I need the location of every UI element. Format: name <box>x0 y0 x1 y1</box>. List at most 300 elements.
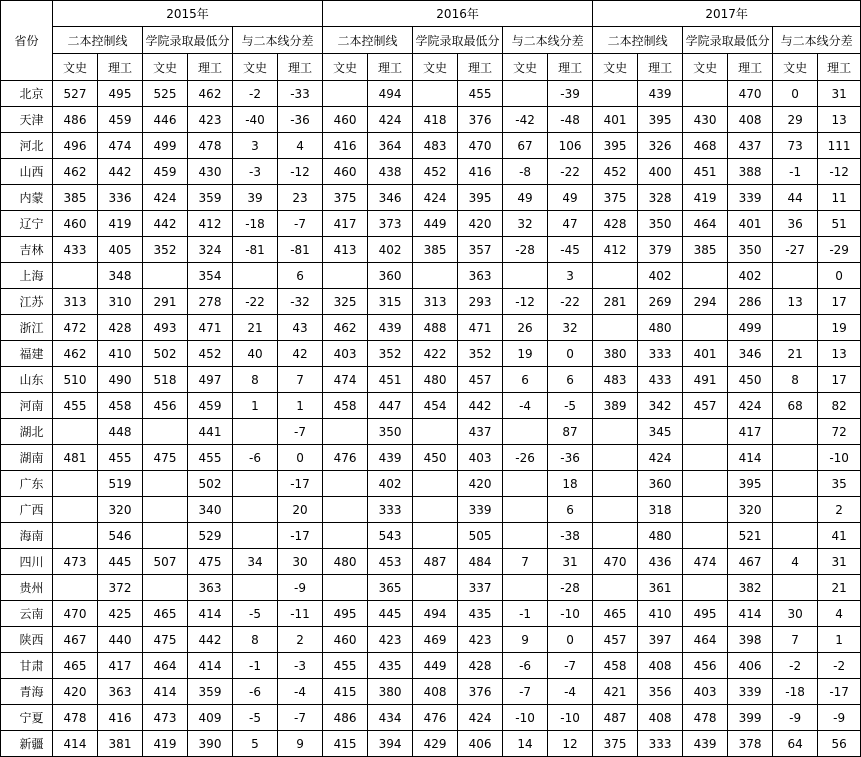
score-cell: 373 <box>368 211 413 237</box>
score-cell: 388 <box>728 159 773 185</box>
score-cell: 352 <box>368 341 413 367</box>
score-cell: 543 <box>368 523 413 549</box>
score-cell: 378 <box>728 731 773 757</box>
score-cell: -7 <box>548 653 593 679</box>
score-cell: 424 <box>368 107 413 133</box>
score-cell: 82 <box>818 393 861 419</box>
province-cell: 海南 <box>1 523 53 549</box>
table-row <box>1 81 861 107</box>
score-cell <box>773 263 818 289</box>
score-cell: 375 <box>593 185 638 211</box>
score-cell: 447 <box>368 393 413 419</box>
score-cell: 315 <box>368 289 413 315</box>
province-cell: 贵州 <box>1 575 53 601</box>
score-cell: 452 <box>593 159 638 185</box>
score-cell: -39 <box>548 81 593 107</box>
score-cell: 419 <box>98 211 143 237</box>
table-row <box>1 497 861 523</box>
score-cell: 413 <box>323 237 368 263</box>
table-body <box>1 81 861 757</box>
score-cell: 400 <box>638 159 683 185</box>
score-cell <box>773 575 818 601</box>
score-cell: 364 <box>368 133 413 159</box>
score-cell: -36 <box>278 107 323 133</box>
score-cell: 494 <box>368 81 413 107</box>
score-cell: 41 <box>818 523 861 549</box>
province-cell: 宁夏 <box>1 705 53 731</box>
score-cell: -7 <box>503 679 548 705</box>
score-cell <box>413 523 458 549</box>
score-cell: 420 <box>458 471 503 497</box>
score-cell: 359 <box>188 185 233 211</box>
score-cell: 467 <box>728 549 773 575</box>
score-cell: 464 <box>683 211 728 237</box>
score-cell: -28 <box>548 575 593 601</box>
score-cell: 350 <box>638 211 683 237</box>
score-cell: 325 <box>323 289 368 315</box>
score-cell <box>773 419 818 445</box>
score-cell <box>233 419 278 445</box>
score-cell: 376 <box>458 107 503 133</box>
score-cell: 460 <box>53 211 98 237</box>
score-cell <box>233 523 278 549</box>
score-cell: 333 <box>638 731 683 757</box>
score-cell: 51 <box>818 211 861 237</box>
score-cell: 356 <box>638 679 683 705</box>
score-cell: 502 <box>188 471 233 497</box>
category-header: 二本控制线 <box>323 27 413 54</box>
category-header: 与二本线分差 <box>503 27 593 54</box>
score-cell: 408 <box>638 705 683 731</box>
score-cell: 352 <box>458 341 503 367</box>
table-row <box>1 393 861 419</box>
score-cell <box>593 523 638 549</box>
score-cell <box>53 497 98 523</box>
score-cell: 469 <box>413 627 458 653</box>
subcolumn-header-row <box>1 54 861 81</box>
score-cell: 313 <box>413 289 458 315</box>
score-cell: 49 <box>503 185 548 211</box>
score-cell: -2 <box>773 653 818 679</box>
score-cell: -2 <box>818 653 861 679</box>
score-cell: 47 <box>548 211 593 237</box>
score-cell: 474 <box>683 549 728 575</box>
province-cell: 吉林 <box>1 237 53 263</box>
score-cell: 521 <box>728 523 773 549</box>
province-cell: 上海 <box>1 263 53 289</box>
score-cell: 337 <box>458 575 503 601</box>
score-cell: 478 <box>53 705 98 731</box>
score-cell: 395 <box>728 471 773 497</box>
province-cell: 内蒙 <box>1 185 53 211</box>
score-cell <box>53 575 98 601</box>
score-cell: 465 <box>593 601 638 627</box>
score-cell: 348 <box>98 263 143 289</box>
province-cell: 山西 <box>1 159 53 185</box>
score-cell: 354 <box>188 263 233 289</box>
subcolumn-header: 理工 <box>278 54 323 81</box>
score-cell <box>683 523 728 549</box>
score-cell: 310 <box>98 289 143 315</box>
table-row <box>1 315 861 341</box>
score-cell: -81 <box>233 237 278 263</box>
score-cell: 328 <box>638 185 683 211</box>
province-cell: 广西 <box>1 497 53 523</box>
score-cell: 439 <box>368 445 413 471</box>
table-row <box>1 601 861 627</box>
score-cell: 7 <box>503 549 548 575</box>
score-cell: 0 <box>818 263 861 289</box>
score-cell: 459 <box>188 393 233 419</box>
score-cell <box>143 575 188 601</box>
province-cell: 广东 <box>1 471 53 497</box>
score-cell: 462 <box>323 315 368 341</box>
score-cell: 19 <box>818 315 861 341</box>
score-cell: 360 <box>638 471 683 497</box>
score-cell: 0 <box>548 627 593 653</box>
table-row <box>1 159 861 185</box>
score-cell: 488 <box>413 315 458 341</box>
score-cell: 450 <box>728 367 773 393</box>
score-cell: 510 <box>53 367 98 393</box>
score-cell: 394 <box>368 731 413 757</box>
score-cell: -22 <box>548 159 593 185</box>
score-cell: 402 <box>368 471 413 497</box>
score-cell: 507 <box>143 549 188 575</box>
score-cell <box>413 81 458 107</box>
score-cell: 505 <box>458 523 503 549</box>
score-cell: -17 <box>818 679 861 705</box>
score-cell <box>773 445 818 471</box>
table-row <box>1 653 861 679</box>
score-cell: 359 <box>188 679 233 705</box>
score-cell: 403 <box>683 679 728 705</box>
subcolumn-header: 理工 <box>188 54 233 81</box>
score-cell: 345 <box>638 419 683 445</box>
score-cell: 4 <box>773 549 818 575</box>
table-row <box>1 133 861 159</box>
score-cell: 448 <box>98 419 143 445</box>
score-cell: 324 <box>188 237 233 263</box>
province-cell: 北京 <box>1 81 53 107</box>
score-cell <box>593 81 638 107</box>
table-row <box>1 575 861 601</box>
score-cell: 401 <box>683 341 728 367</box>
score-cell <box>413 575 458 601</box>
score-cell: 339 <box>728 185 773 211</box>
score-cell <box>413 497 458 523</box>
score-cell: 350 <box>368 419 413 445</box>
province-cell: 青海 <box>1 679 53 705</box>
score-cell: 346 <box>728 341 773 367</box>
score-cell: 399 <box>728 705 773 731</box>
year-header-2015: 2015年 <box>53 1 323 27</box>
score-cell: 406 <box>728 653 773 679</box>
score-cell <box>773 471 818 497</box>
score-cell: 350 <box>728 237 773 263</box>
score-cell: 68 <box>773 393 818 419</box>
score-cell: 3 <box>548 263 593 289</box>
score-cell <box>503 263 548 289</box>
score-cell: 320 <box>98 497 143 523</box>
score-cell: 414 <box>53 731 98 757</box>
score-cell: -22 <box>548 289 593 315</box>
year-header-row <box>1 1 861 27</box>
score-cell: 14 <box>503 731 548 757</box>
score-cell: 437 <box>728 133 773 159</box>
table-row <box>1 263 861 289</box>
score-cell: 456 <box>143 393 188 419</box>
score-cell: 458 <box>98 393 143 419</box>
score-cell <box>683 497 728 523</box>
score-cell: -12 <box>278 159 323 185</box>
score-cell: 439 <box>638 81 683 107</box>
score-cell: 352 <box>143 237 188 263</box>
score-cell <box>593 263 638 289</box>
score-cell: 437 <box>458 419 503 445</box>
score-cell <box>323 419 368 445</box>
score-cell: 17 <box>818 367 861 393</box>
score-cell: 385 <box>683 237 728 263</box>
score-cell: 455 <box>98 445 143 471</box>
score-cell: 67 <box>503 133 548 159</box>
score-cell: 475 <box>188 549 233 575</box>
score-cell: 9 <box>278 731 323 757</box>
score-cell: 401 <box>728 211 773 237</box>
score-cell: 106 <box>548 133 593 159</box>
score-cell: 357 <box>458 237 503 263</box>
score-cell: -2 <box>233 81 278 107</box>
score-cell: 455 <box>53 393 98 419</box>
score-cell <box>593 445 638 471</box>
table-row <box>1 523 861 549</box>
score-cell <box>773 497 818 523</box>
score-cell: 1 <box>278 393 323 419</box>
score-cell: 445 <box>368 601 413 627</box>
score-cell: 487 <box>413 549 458 575</box>
score-cell: 363 <box>458 263 503 289</box>
score-cell: -7 <box>278 419 323 445</box>
score-cell: 0 <box>548 341 593 367</box>
score-cell: 465 <box>143 601 188 627</box>
score-cell: 414 <box>728 601 773 627</box>
score-cell: -45 <box>548 237 593 263</box>
score-cell: 13 <box>773 289 818 315</box>
score-cell: 435 <box>368 653 413 679</box>
province-cell: 云南 <box>1 601 53 627</box>
score-cell: 415 <box>323 731 368 757</box>
score-cell <box>323 575 368 601</box>
score-cell: 361 <box>638 575 683 601</box>
score-cell: 455 <box>188 445 233 471</box>
score-cell: 8 <box>233 627 278 653</box>
score-cell: 406 <box>458 731 503 757</box>
score-cell: 401 <box>593 107 638 133</box>
score-cell: -6 <box>503 653 548 679</box>
score-cell: 408 <box>413 679 458 705</box>
score-cell: 372 <box>98 575 143 601</box>
score-cell: -26 <box>503 445 548 471</box>
score-cell <box>593 315 638 341</box>
score-cell: 398 <box>728 627 773 653</box>
score-cell: 450 <box>413 445 458 471</box>
score-cell: -6 <box>233 445 278 471</box>
score-cell: 455 <box>323 653 368 679</box>
score-cell: 417 <box>728 419 773 445</box>
score-cell: 487 <box>593 705 638 731</box>
score-cell: 281 <box>593 289 638 315</box>
province-cell: 天津 <box>1 107 53 133</box>
score-cell: 7 <box>773 627 818 653</box>
score-cell: 402 <box>728 263 773 289</box>
score-cell: -10 <box>548 601 593 627</box>
score-cell: 458 <box>593 653 638 679</box>
score-cell: 6 <box>278 263 323 289</box>
score-cell: 412 <box>188 211 233 237</box>
score-cell: 546 <box>98 523 143 549</box>
score-cell: 424 <box>458 705 503 731</box>
province-cell: 湖北 <box>1 419 53 445</box>
score-cell: -18 <box>773 679 818 705</box>
score-cell: 470 <box>593 549 638 575</box>
score-cell: 320 <box>728 497 773 523</box>
subcolumn-header: 理工 <box>458 54 503 81</box>
score-cell: 439 <box>368 315 413 341</box>
score-cell: 87 <box>548 419 593 445</box>
score-cell: 12 <box>548 731 593 757</box>
score-cell: 475 <box>143 627 188 653</box>
subcolumn-header: 文史 <box>503 54 548 81</box>
score-cell: 286 <box>728 289 773 315</box>
score-cell: 414 <box>188 601 233 627</box>
score-cell: 23 <box>278 185 323 211</box>
subcolumn-header: 理工 <box>818 54 861 81</box>
score-cell: 8 <box>773 367 818 393</box>
score-cell: 518 <box>143 367 188 393</box>
score-cell: 333 <box>638 341 683 367</box>
subcolumn-header: 文史 <box>323 54 368 81</box>
score-cell: 416 <box>458 159 503 185</box>
score-cell <box>683 575 728 601</box>
score-cell: 529 <box>188 523 233 549</box>
score-cell: 462 <box>53 341 98 367</box>
score-cell: -10 <box>548 705 593 731</box>
score-cell <box>593 471 638 497</box>
score-cell: 385 <box>53 185 98 211</box>
score-cell: -81 <box>278 237 323 263</box>
score-cell: 424 <box>638 445 683 471</box>
score-cell: 380 <box>593 341 638 367</box>
score-cell <box>323 263 368 289</box>
score-cell: 13 <box>818 341 861 367</box>
subcolumn-header: 理工 <box>548 54 593 81</box>
score-cell: 433 <box>53 237 98 263</box>
score-cell: 294 <box>683 289 728 315</box>
score-cell: 342 <box>638 393 683 419</box>
score-cell: -11 <box>278 601 323 627</box>
score-cell: 19 <box>503 341 548 367</box>
score-cell: 43 <box>278 315 323 341</box>
score-cell: 35 <box>818 471 861 497</box>
score-cell: 339 <box>458 497 503 523</box>
score-cell: 449 <box>413 211 458 237</box>
score-cell: 428 <box>458 653 503 679</box>
score-cell: 6 <box>503 367 548 393</box>
province-cell: 河南 <box>1 393 53 419</box>
score-cell <box>503 471 548 497</box>
category-header: 与二本线分差 <box>233 27 323 54</box>
score-cell: 6 <box>548 367 593 393</box>
score-cell: 382 <box>728 575 773 601</box>
score-cell: -1 <box>773 159 818 185</box>
score-cell: 471 <box>188 315 233 341</box>
score-cell: 459 <box>143 159 188 185</box>
score-cell: 460 <box>323 159 368 185</box>
score-cell: 433 <box>638 367 683 393</box>
score-cell <box>53 419 98 445</box>
score-cell: 436 <box>638 549 683 575</box>
province-cell: 甘肃 <box>1 653 53 679</box>
score-cell: 442 <box>458 393 503 419</box>
score-cell: 389 <box>593 393 638 419</box>
score-cell: 455 <box>458 81 503 107</box>
score-cell: 31 <box>818 549 861 575</box>
score-cell: 440 <box>98 627 143 653</box>
score-cell: 72 <box>818 419 861 445</box>
score-cell: 405 <box>98 237 143 263</box>
score-cell <box>773 523 818 549</box>
score-cell: 395 <box>593 133 638 159</box>
score-cell <box>503 523 548 549</box>
province-cell: 辽宁 <box>1 211 53 237</box>
subcolumn-header: 文史 <box>53 54 98 81</box>
score-cell: 495 <box>323 601 368 627</box>
score-cell: 442 <box>143 211 188 237</box>
score-cell: 30 <box>278 549 323 575</box>
score-cell <box>503 419 548 445</box>
score-cell: 9 <box>503 627 548 653</box>
score-cell: 434 <box>368 705 413 731</box>
score-cell: 421 <box>593 679 638 705</box>
subcolumn-header: 文史 <box>773 54 818 81</box>
score-cell: 480 <box>638 315 683 341</box>
score-cell <box>503 575 548 601</box>
score-cell: 519 <box>98 471 143 497</box>
score-cell: 32 <box>503 211 548 237</box>
score-cell: 478 <box>188 133 233 159</box>
score-cell: 416 <box>98 705 143 731</box>
table-row <box>1 341 861 367</box>
score-cell: 363 <box>188 575 233 601</box>
score-cell: 2 <box>818 497 861 523</box>
score-cell: 476 <box>323 445 368 471</box>
score-cell: 31 <box>548 549 593 575</box>
score-cell: 423 <box>368 627 413 653</box>
score-cell: -38 <box>548 523 593 549</box>
score-cell: 453 <box>368 549 413 575</box>
score-cell: 468 <box>683 133 728 159</box>
score-cell: 360 <box>368 263 413 289</box>
score-cell: 111 <box>818 133 861 159</box>
score-cell <box>323 523 368 549</box>
score-cell: 473 <box>53 549 98 575</box>
score-cell: 49 <box>548 185 593 211</box>
score-cell: 20 <box>278 497 323 523</box>
score-cell: 430 <box>683 107 728 133</box>
score-cell: 493 <box>143 315 188 341</box>
score-cell: -40 <box>233 107 278 133</box>
score-cell <box>683 445 728 471</box>
